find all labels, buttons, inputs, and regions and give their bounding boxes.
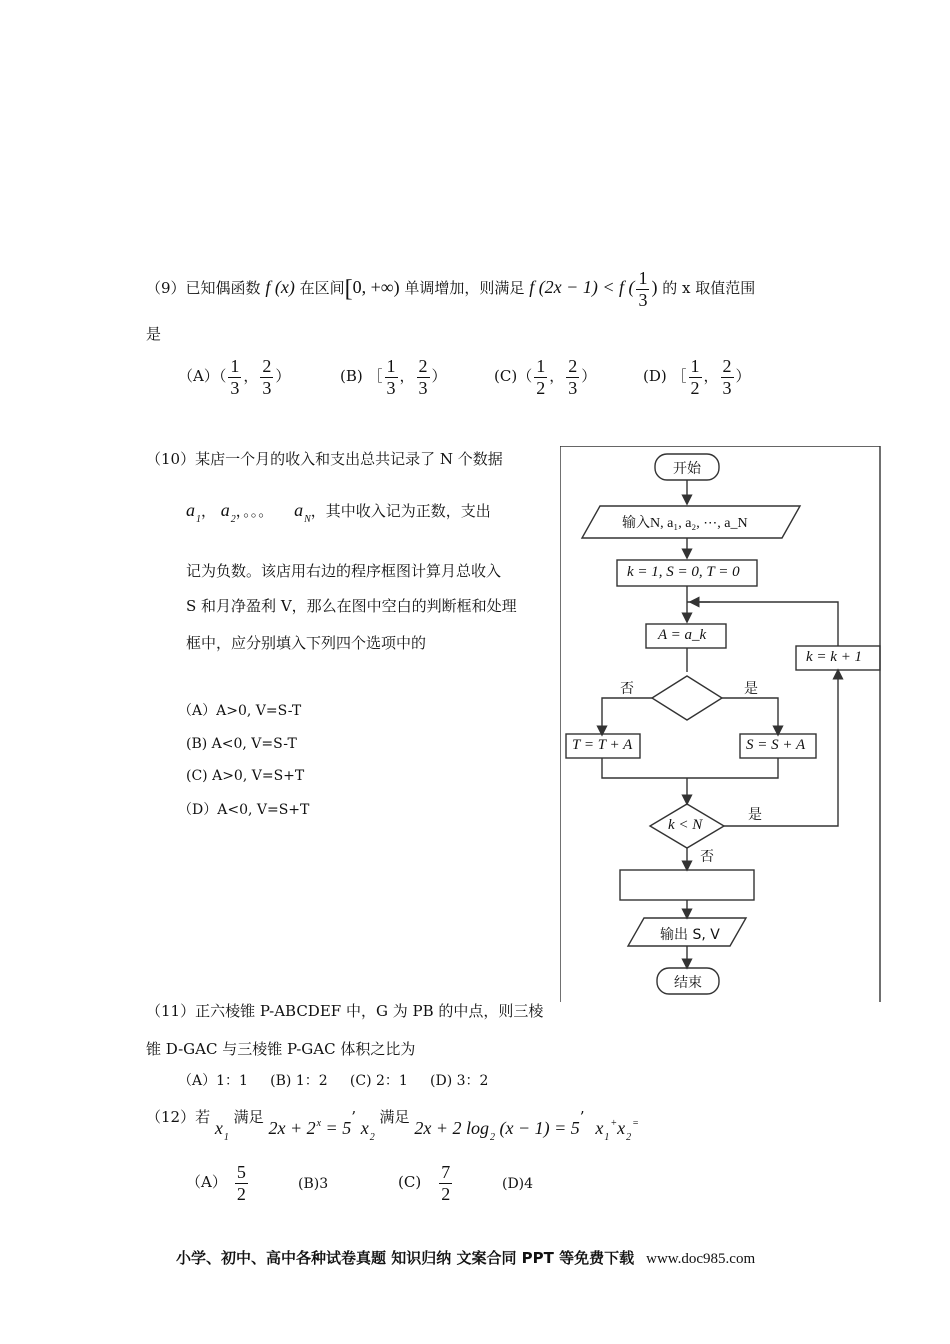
q9-text4: 的 x 取值范围 [662,279,756,298]
frac-num: 1 [230,356,240,376]
q10-a1: $a_1$ [186,500,201,525]
frac-den: 3 [230,377,240,398]
q9-text1: 已知偶函数 [185,279,261,298]
q9-option-label: (C) [494,367,518,386]
frac-num: 2 [418,356,428,376]
q10-option-d: （D）A<0, V=S+T [178,802,310,818]
flow-no1-label: 否 [620,681,634,697]
q9-number: （9） [146,279,186,298]
frac-den: 2 [441,1183,451,1204]
q9-line2: 是 [146,325,162,343]
q12-eq1: $2x + 2^x = 5$ [268,1118,352,1138]
q12-eq2: 2x + 2 $\log_2 (x - 1) = 5$ [414,1118,580,1143]
q9-option-open: （ [218,367,227,386]
q9-ineq-left: f (2x − 1) < f ( [529,277,635,298]
q9-option-close: ） [735,367,751,386]
frac-num: 2 [262,356,272,376]
frac-den: 2 [536,377,546,398]
q9-option-b: (B) ［ $\frac{1}{3}$ ， $\frac{2}{3}$ ） [340,356,447,398]
q12-frac [235,1162,248,1204]
flow-end-label: 结束 [674,975,702,991]
q9-option-c: (C)（ $\frac{1}{2}$ ， $\frac{2}{3}$ ） [494,356,597,398]
q12-x1: $x_1$ [214,1118,229,1143]
frac-den: 2 [690,377,700,398]
q10-line2 [186,500,491,525]
frac-den: 3 [722,377,732,398]
q10-line3: 记为负数。该店用右边的程序框图计算月总收入 [186,562,502,580]
frac-den: 2 [236,1183,246,1204]
flow-left-box-label: T = T + A [572,737,633,753]
q9-option-frac [228,356,241,398]
flow-output-label: 输出 S, V [660,927,720,943]
frac-num: 7 [441,1162,451,1182]
q9-interval: 0, +∞) [352,277,400,298]
q9-option-label: (D) [643,367,667,386]
q9-fx: f (x) [265,277,295,298]
q9-line1 [146,268,755,310]
q12-x2: $x_2$ [360,1118,375,1143]
q10-line1: （10）某店一个月的收入和支出总共记录了 N 个数据 [146,450,503,468]
flow-assign-label: A = a_k [658,627,707,643]
q9-bracket: [ [344,275,353,302]
q9-option-frac [721,356,734,398]
q9-option-open: （ [517,367,533,386]
q12-option-c [398,1162,454,1204]
q12-option-b: (B)3 [298,1176,329,1192]
frac-num: 2 [568,356,578,376]
footer [176,1247,755,1268]
flow-init-label: k = 1, S = 0, T = 0 [627,564,740,580]
q12-number: （12）若 [146,1108,211,1126]
q9-option-frac [566,356,579,398]
q9-frac-den: 3 [638,289,648,310]
q12-t1: 满足 [233,1108,264,1126]
q9-option-open: ［ [671,367,687,386]
q12-sep: ’ [351,1108,356,1126]
flow-input-label: 输入N, a₁, a₂, ⋯, a_N [622,516,748,531]
q9-option-close: ） [275,367,291,386]
frac-den: 3 [262,377,272,398]
flow-start-label: 开始 [673,461,701,477]
q10-dots: ，。。。 [235,502,274,520]
q12-sum: $x_1^+x_2^=$ [595,1118,639,1143]
q10-line2-rest: ，其中收入记为正数，支出 [310,502,491,520]
q9-option-open: ［ [367,367,383,386]
q10-comma: ， [201,502,217,520]
footer-url[interactable]: www.doc985.com [646,1251,756,1267]
q9-option-frac [689,356,702,398]
arrow-no [602,698,652,731]
q10-option-a: （A）A>0, V=S-T [178,703,302,719]
q9-option-label: （A） [178,367,219,386]
q9-option-frac [534,356,547,398]
flowchart [560,446,882,1006]
q9-ineq-right: ) [651,277,658,298]
q9-text3: 单调增加，则满足 [404,279,525,298]
q12-option-label: (C) [398,1173,422,1192]
frac-den: 3 [568,377,578,398]
decision-blank [652,676,722,720]
flow-yes1-label: 是 [744,681,758,697]
q9-option-label: (B) [340,367,363,386]
flow-no2-label: 否 [700,849,714,865]
blank-process-box [620,870,754,900]
flow-yes2-label: 是 [748,807,762,823]
q10-aN: $a_N$ [294,500,311,525]
q9-option-frac [385,356,398,398]
frac-num: 1 [386,356,396,376]
footer-text: 小学、初中、高中各种试卷真题 知识归纳 文案合同 PPT 等免费下载 [176,1249,635,1267]
q10-a2: $a_2$ [220,500,236,525]
flow-right-box-label: S = S + A [746,737,806,753]
q9-option-close: ） [581,367,597,386]
q12-line1 [146,1106,639,1143]
q9-option-close: ） [431,367,447,386]
q12-frac [439,1162,452,1204]
q10-line5: 框中，应分别填入下列四个选项中的 [186,634,427,652]
q9-frac-num: 1 [638,268,648,288]
q12-option-label: （A） [186,1173,227,1192]
flow-cond-label: k < N [668,817,703,833]
frac-num: 1 [536,356,546,376]
frac-num: 5 [236,1162,246,1182]
q12-option-a [186,1162,250,1204]
flow-inc-label: k = k + 1 [806,649,863,665]
q9-option-a: （A）（ $\frac{1}{3}$ ， $\frac{2}{3}$ ） [178,356,291,398]
frac-den: 3 [418,377,428,398]
merge-line [602,758,778,778]
q9-option-d: (D) ［ $\frac{1}{2}$ ， $\frac{2}{3}$ ） [643,356,751,398]
q11-line1: （11）正六棱锥 P-ABCDEF 中，G 为 PB 的中点，则三棱 [146,1002,544,1020]
frac-den: 3 [386,377,396,398]
q9-option-frac [260,356,273,398]
q12-sep2: ’ [579,1108,585,1126]
q12-t2: 满足 [379,1108,410,1126]
q11-options: （A）1：1 (B) 1：2 (C) 2：1 (D) 3：2 [178,1073,489,1089]
q10-option-c: (C) A>0, V=S+T [186,768,305,784]
q11-line2: 锥 D-GAC 与三棱锥 P-GAC 体积之比为 [146,1040,416,1058]
arrow-yes [722,698,778,731]
q10-option-b: (B) A<0, V=S-T [186,736,297,752]
q10-line4: S 和月净盈利 V，那么在图中空白的判断框和处理 [186,597,517,615]
frac-num: 2 [722,356,732,376]
q9-option-frac [417,356,430,398]
q12-option-d: (D)4 [502,1176,534,1192]
frac-num: 1 [690,356,700,376]
q9-text2: 在区间 [299,279,345,298]
q9-fraction [636,268,649,310]
